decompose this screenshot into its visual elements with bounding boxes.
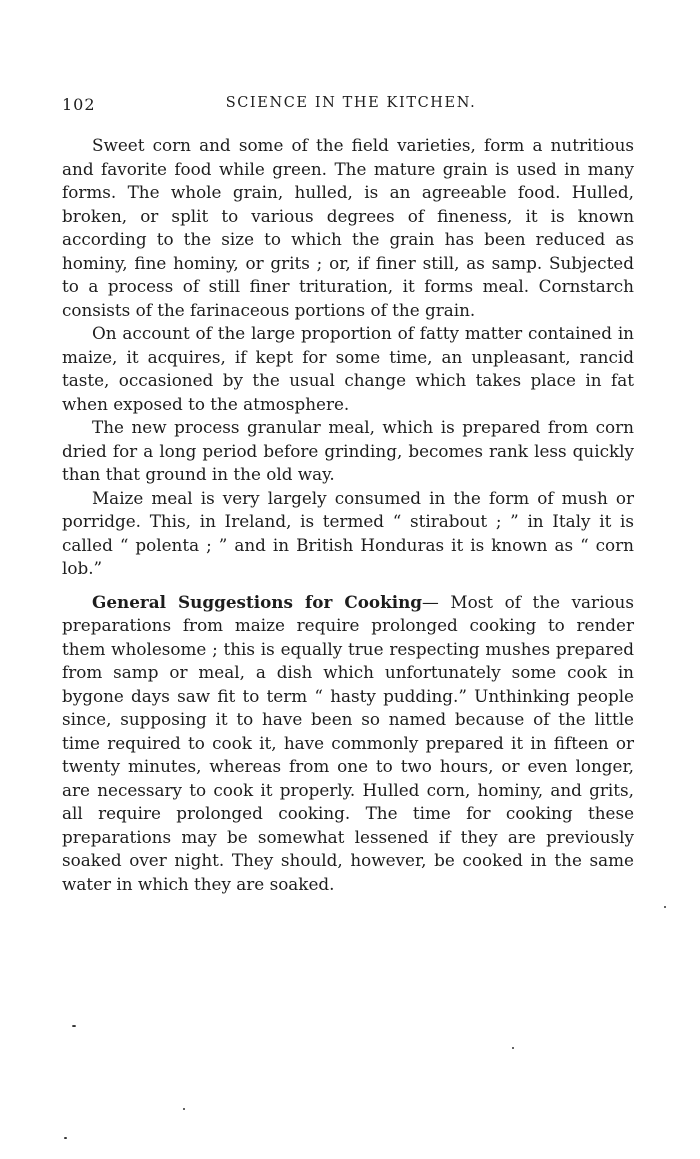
paragraph-cooking-suggestions xyxy=(62,591,634,897)
paragraph-maize-meal: Maize meal is very largely consumed in the form of mush or porridge. This, in Ireland, is termed “ stirabout ; ” in Italy it is called “ polenta ; ” and in British Honduras it is known as “ corn lob.” xyxy=(62,487,634,578)
paragraph-cooking-text: — Most of the various preparations from maize require prolonged cooking to render them wholesome ; this is equally true respecting mushes prepared from samp or meal, a dish which unfortunately some cook in bygone days saw fit to term “ hasty pudding.” Unthinking people since, supposing it to have been so named because of the little time required to cook it, have commonly prepared it in fifteen or twenty minutes, whereas from one to two hours, or even longer, are necessary to cook it properly. Hulled corn, hominy, and grits, all require prolonged cooking. The time for cooking these preparations may be somewhat lessened if they are previously soaked over night. They should, however, be cooked in the same water in which they are soaked. xyxy=(62,591,634,894)
section-heading: General Suggestions for Cooking xyxy=(92,591,423,612)
print-speck xyxy=(72,1025,76,1027)
print-speck xyxy=(64,1137,67,1139)
paragraph-fatty-matter: On account of the large proportion of fatty matter contained in maize, it acquires, if kept for some time, an unpleasant, rancid taste, occasioned by the usual change which takes place in fat when exposed to the atmosphere. xyxy=(62,323,634,414)
paragraph-sweet-corn: Sweet corn and some of the field varieties, form a nutritious and favorite food while green. The mature grain is used in many forms. The whole grain, hulled, is an agreeable food. Hulled, broken, or split to various degrees of fineness, it is known according to the size to which the grain has been reduced as hominy, fine hominy, or grits ; or, if finer still, as samp. Subjected to a process of still finer trituration, it forms meal. Cornstarch consists of the farinaceous portions of the grain. xyxy=(62,135,634,320)
page-body xyxy=(62,134,634,896)
print-speck xyxy=(183,1108,185,1110)
print-speck xyxy=(512,1047,514,1049)
paragraph-granular-meal: The new process granular meal, which is prepared from corn dried for a long period before grinding, becomes rank less quickly than that ground in the old way. xyxy=(62,417,634,484)
print-speck xyxy=(664,906,666,908)
page-number: 102 xyxy=(62,95,96,114)
running-title: SCIENCE IN THE KITCHEN. xyxy=(225,95,477,111)
page-header xyxy=(62,95,640,117)
